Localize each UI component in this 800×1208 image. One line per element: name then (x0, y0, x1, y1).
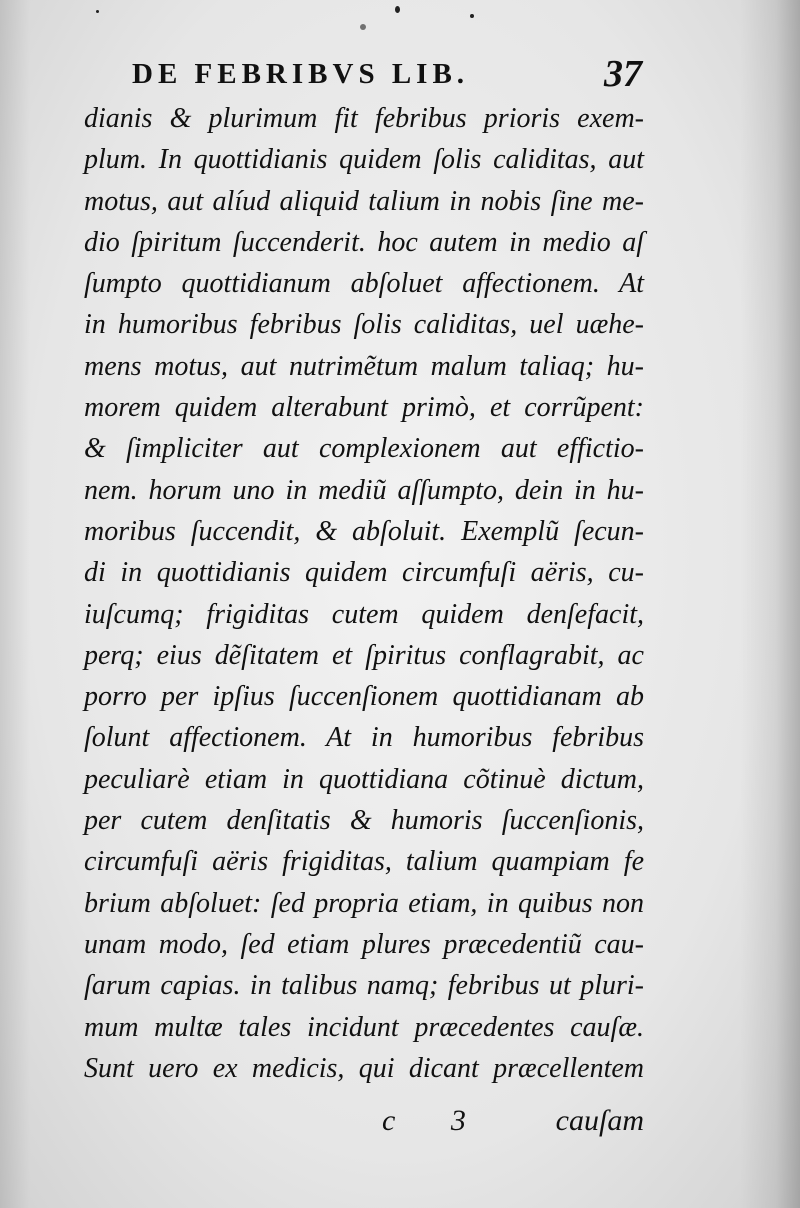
text-line: di in quottidianis quidem circumfuſi aëris, cu- (84, 557, 644, 589)
page-header (132, 52, 652, 96)
ink-speck (360, 24, 366, 30)
text-line: motus, aut alíud aliquid talium in nobis ſine me- (84, 185, 644, 217)
text-line: unam modo, ſed etiam plures præcedentiũ cau- (84, 928, 644, 960)
text-line: & ſimpliciter aut complexionem aut effictio- (84, 433, 644, 465)
text-line: plum. In quottidianis quidem ſolis caliditas, aut (84, 144, 644, 176)
text-line: Sunt uero ex medicis, qui dicant præcellentem (84, 1052, 644, 1084)
ink-speck (470, 14, 474, 18)
text-line: porro per ipſius ſuccenſionem quottidianam ab (84, 681, 644, 713)
signature-mark: c 3 (382, 1104, 490, 1137)
text-line: perq; eius dẽſitatem et ſpiritus conflagrabit, ac (84, 639, 644, 671)
text-line: brium abſoluet: ſed propria etiam, in quibus non (84, 887, 644, 919)
text-line: circumfuſi aëris frigiditas, talium quampiam fe (84, 846, 644, 878)
page-footer (84, 1104, 644, 1148)
body-text (84, 98, 644, 1089)
page-gutter-shadow (0, 0, 30, 1208)
text-line: mum multæ tales incidunt præcedentes cauſæ. (84, 1011, 644, 1043)
ink-speck (395, 6, 400, 13)
text-line: moribus ſuccendit, & abſoluit. Exemplũ ſecun- (84, 515, 644, 547)
page-edge-shadow (740, 0, 800, 1208)
text-line: ſarum capias. in talibus namq; febribus ut pluri- (84, 970, 644, 1002)
text-line: ſumpto quottidianum abſoluet affectionem. At (84, 268, 644, 300)
text-line: peculiarè etiam in quottidiana cõtinuè dictum, (84, 763, 644, 795)
text-line: per cutem denſitatis & humoris ſuccenſionis, (84, 805, 644, 837)
catchword: cauſam (555, 1104, 644, 1137)
text-line: iuſcumq; frigiditas cutem quidem denſefacit, (84, 598, 644, 630)
text-line: dianis & plurimum fit febribus prioris exem- (84, 103, 644, 134)
text-line: ſolunt affectionem. At in humoribus febribus (84, 722, 644, 754)
running-title: DE FEBRIBVS LIB. (132, 58, 470, 90)
text-line: morem quidem alterabunt primò, et corrũpent: (84, 392, 644, 424)
ink-speck (96, 10, 99, 13)
page-number: 37 (604, 53, 642, 95)
text-line: mens motus, aut nutrimẽtum malum taliaq; hu- (84, 350, 644, 382)
text-line: nem. horum uno in mediũ aſſumpto, dein in hu- (84, 474, 644, 506)
text-line: in humoribus febribus ſolis caliditas, uel uæhe- (84, 309, 644, 341)
text-line: dio ſpiritum ſuccenderit. hoc autem in medio aſ (84, 226, 644, 258)
